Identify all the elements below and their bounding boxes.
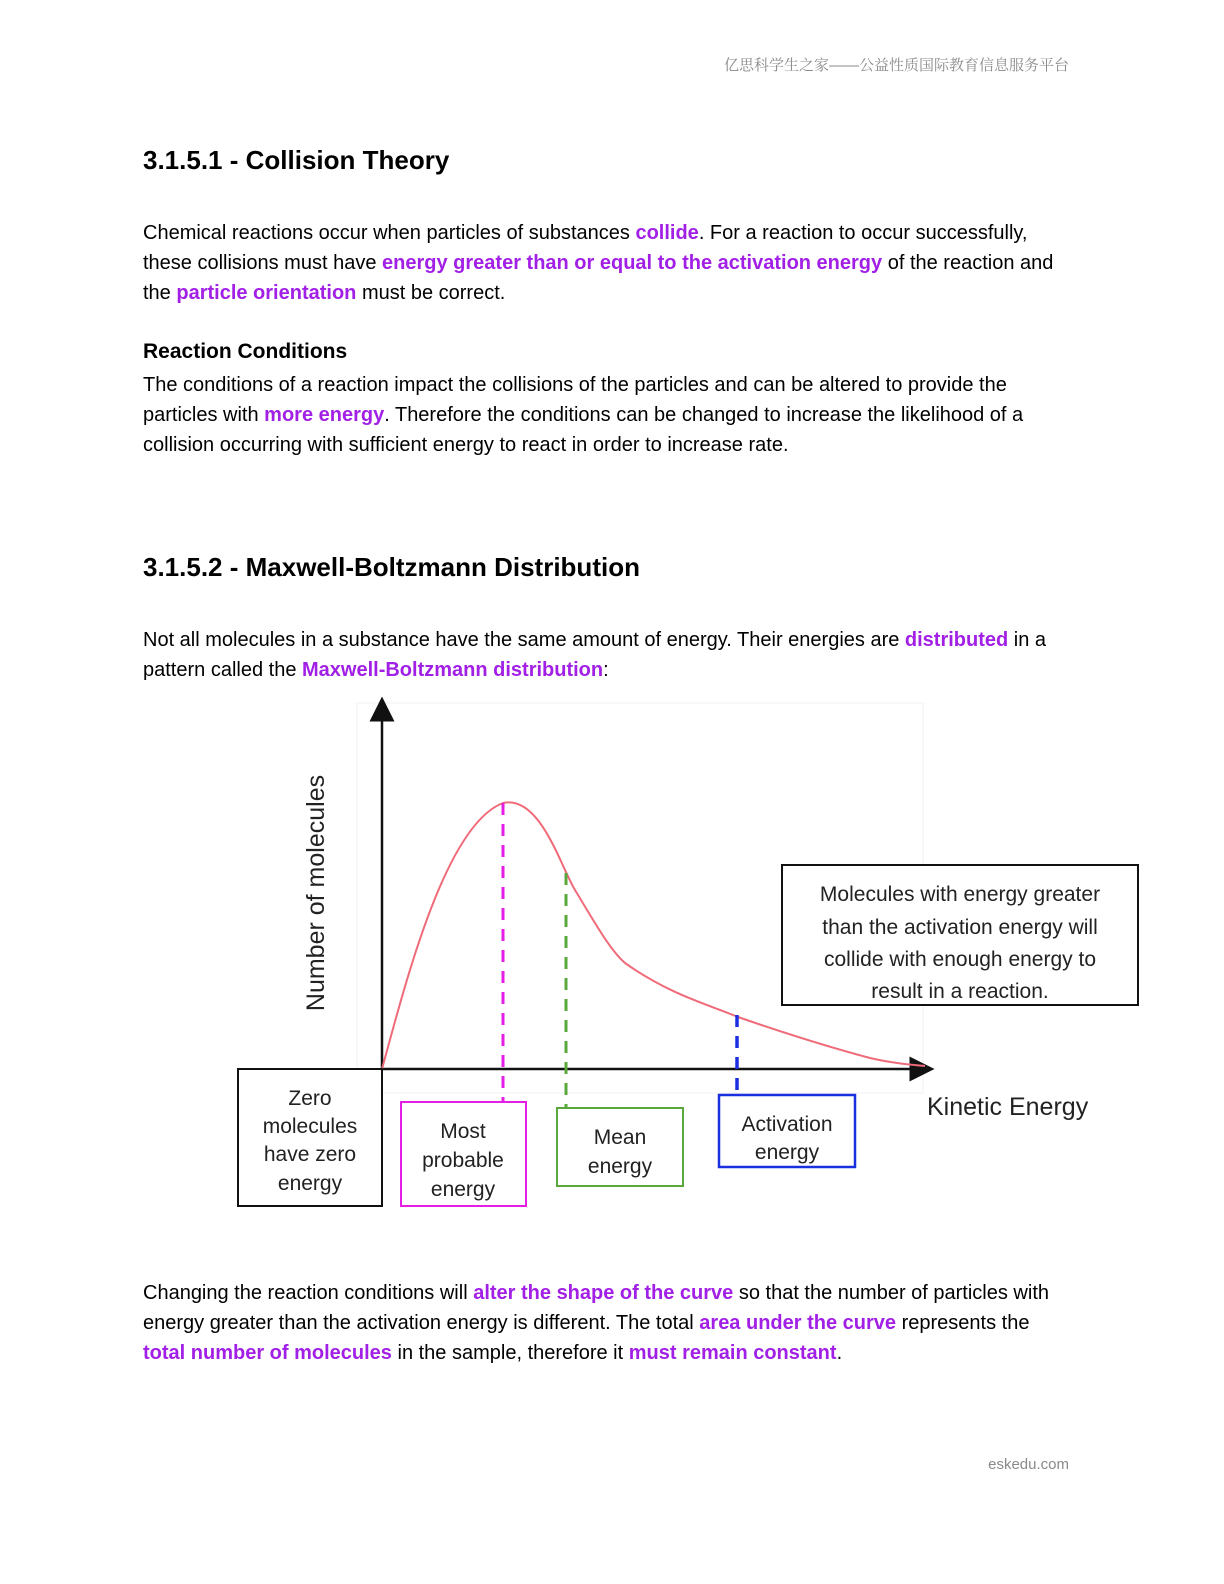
zero-box-line: molecules [262,1115,358,1138]
page-header: 亿思科学生之家——公益性质国际教育信息服务平台 [723,57,1069,74]
reaction-conditions-paragraph: The conditions of a reaction impact the collisions of the particles and can be altered to provide the particles with more energy. Therefore the conditions can be changed to increase the likelihood of a collision occurring with sufficient energy to react in order to increase rate. [143,374,1024,456]
section-title-maxwell-boltzmann: 3.1.5.2 - Maxwell-Boltzmann Distribution [143,552,640,582]
reaction-conditions-heading: Reaction Conditions [143,340,348,363]
section-title-collision-theory: 3.1.5.1 - Collision Theory [143,145,450,175]
most-probable-box-line: probable [422,1149,504,1172]
activation-energy-box [719,1095,855,1167]
highlighted-term: distributed [904,629,1009,651]
mean-box-line: energy [587,1155,653,1178]
page-footer: eskedu.com [988,1456,1069,1473]
x-axis-label: Kinetic Energy [927,1093,1089,1121]
activation-callout-box [782,865,1138,1005]
highlighted-term: total number of molecules [143,1342,392,1364]
callout-line: result in a reaction. [871,980,1049,1003]
maxwell-boltzmann-intro-paragraph: Not all molecules in a substance have the same amount of energy. Their energies are distributed in a pattern called the Maxwell-Boltzmann distribution: [143,629,1047,681]
mean-energy-box [557,1108,683,1186]
mean-box-line: Mean [593,1126,647,1149]
activation-box-line: energy [754,1141,820,1164]
highlighted-term: collide [635,222,699,244]
maxwell-boltzmann-diagram [230,695,1150,1215]
most-probable-box-line: Most [440,1120,486,1143]
y-axis-label: Number of molecules [302,774,330,1012]
activation-box-line: Activation [741,1113,833,1136]
most-probable-box-line: energy [430,1178,496,1201]
highlighted-term: area under the curve [699,1312,897,1334]
zero-box-line: Zero [288,1087,332,1110]
highlighted-term: more energy [264,404,385,426]
zero-molecules-box [238,1069,382,1206]
highlighted-term: must remain constant [628,1342,837,1364]
curve-shape-paragraph: Changing the reaction conditions will alter the shape of the curve so that the number of particles with energy greater than the activation energy is different. The total area under the curve represents the total number of molecules in the sample, therefore it must remain constant. [143,1282,1049,1364]
callout-line: collide with enough energy to [823,948,1097,971]
highlighted-term: energy greater than or equal to the activation energy [382,252,883,274]
highlighted-term: particle orientation [176,282,357,304]
zero-box-line: energy [277,1172,343,1195]
highlighted-term: Maxwell-Boltzmann distribution [302,659,604,681]
callout-line: than the activation energy will [822,916,1098,939]
collision-theory-paragraph: Chemical reactions occur when particles of substances collide. For a reaction to occur successfully, these collisions must have energy greater than or equal to the activation energy of the reaction and the particle orientation must be correct. [143,222,1054,304]
callout-line: Molecules with energy greater [819,883,1101,906]
zero-box-line: have zero [263,1143,357,1166]
most-probable-energy-box [401,1102,526,1206]
highlighted-term: alter the shape of the curve [473,1282,734,1304]
